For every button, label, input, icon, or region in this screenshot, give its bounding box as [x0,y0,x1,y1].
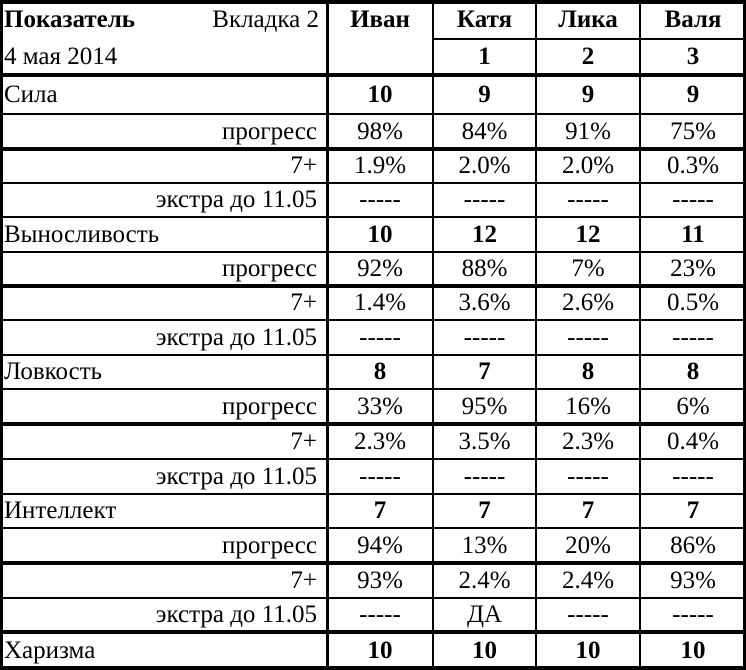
metric-label: прогресс [221,393,317,420]
table-rule [0,147,746,151]
metric-value: 98% [357,118,403,145]
metric-value: ДА [466,601,503,628]
player-number: 3 [686,43,700,70]
stat-value: 8 [581,358,595,385]
player-name: Лика [558,6,618,33]
stat-name: Харизма [4,637,96,664]
metric-value: 2.0% [561,152,615,179]
metric-label: 7+ [290,567,317,594]
table-rule [0,284,746,288]
metric-value: ----- [359,324,401,351]
stat-value: 10 [367,637,393,664]
metric-value: 93% [357,567,403,594]
player-number [327,39,433,75]
metric-value: 2.3% [561,428,615,455]
table-rule [535,0,537,670]
metric-value: ----- [567,601,609,628]
metric-label: экстра до 11.05 [155,463,317,490]
metric-value: 6% [676,393,710,420]
metric-label: 7+ [290,289,317,316]
stat-name: Интеллект [4,497,117,524]
stat-value: 7 [581,497,595,524]
metric-value: 3.6% [458,289,511,316]
table-rule [0,182,746,184]
metric-label: прогресс [221,255,317,282]
report-date: 4 мая 2014 [4,43,118,70]
stat-value: 9 [581,81,595,108]
stat-value: 12 [472,221,497,248]
metric-value: ----- [463,186,506,213]
metric-value: 20% [565,532,611,559]
table-rule [0,0,746,4]
stat-name: Выносливость [4,221,160,248]
table-rule [0,493,746,495]
table-rule [0,458,746,460]
metric-value: ----- [463,324,506,351]
table-rule [0,597,746,599]
stat-value: 7 [478,497,491,524]
table-rule [0,0,3,670]
metric-label: прогресс [221,118,317,145]
metric-value: ----- [567,324,609,351]
metric-value: 1.9% [353,152,407,179]
metric-value: 2.3% [353,428,407,455]
stat-name: Сила [4,81,58,108]
metric-label: 7+ [290,428,317,455]
table-rule [0,561,746,565]
table-rule [0,251,746,253]
stat-value: 8 [686,358,700,385]
metric-value: 93% [670,567,716,594]
table-rule [0,216,746,218]
metric-value: 0.5% [666,289,720,316]
metric-value: 3.5% [458,428,511,455]
metric-value: 94% [357,532,403,559]
stat-value: 10 [472,637,497,664]
metric-value: ----- [672,186,714,213]
metric-value: 84% [461,118,508,145]
metric-value: 33% [357,393,403,420]
stat-value: 9 [686,81,700,108]
metric-value: 23% [670,255,716,282]
metric-value: 86% [670,532,716,559]
table-rule [0,354,746,356]
metric-value: ----- [567,186,609,213]
metric-value: 13% [461,532,508,559]
metric-label: экстра до 11.05 [155,186,317,213]
metric-value: 2.4% [561,567,615,594]
player-name: Иван [350,6,410,33]
metric-value: ----- [359,601,401,628]
stat-value: 7 [478,358,491,385]
player-name: Катя [456,6,513,33]
table-rule [326,0,329,670]
stat-name: Ловкость [4,358,103,385]
stat-value: 10 [680,637,706,664]
stat-value: 7 [373,497,387,524]
tab-label: Вкладка 2 [212,6,319,33]
table-rule [433,38,746,40]
stat-value: 8 [373,358,387,385]
metric-value: 0.4% [666,428,720,455]
stat-value: 11 [681,221,705,248]
table-rule [0,666,746,670]
table-rule [0,527,746,529]
metric-value: 2.0% [458,152,511,179]
metric-label: экстра до 11.05 [155,324,317,351]
table-rule [0,630,746,634]
player-number: 2 [581,43,595,70]
metric-value: ----- [672,463,714,490]
metric-value: 91% [565,118,611,145]
metric-value: 1.4% [353,289,407,316]
stat-value: 9 [478,81,491,108]
metric-value: 2.4% [458,567,511,594]
metric-value: ----- [463,463,506,490]
stat-value: 7 [686,497,700,524]
metric-value: ----- [359,186,401,213]
metric-value: ----- [359,463,401,490]
metric-label: экстра до 11.05 [155,601,317,628]
metric-value: 95% [461,393,508,420]
metric-value: ----- [567,463,609,490]
table-rule [0,73,746,77]
metric-value: 7% [571,255,605,282]
metric-value: 0.3% [666,152,720,179]
stat-value: 12 [575,221,601,248]
player-number: 1 [478,43,491,70]
table-rule [432,0,434,670]
table-rule [0,422,746,426]
metric-label: 7+ [290,152,317,179]
metric-label: прогресс [221,532,317,559]
table-rule [0,113,746,115]
metric-value: 92% [357,255,403,282]
indicator-label: Показатель [4,6,135,33]
metric-value: ----- [672,601,714,628]
header-label-cell [0,0,327,39]
stat-value: 10 [575,637,601,664]
table-rule [0,319,746,321]
stat-value: 10 [367,81,393,108]
metric-value: 2.6% [561,289,615,316]
table-rule [639,0,641,670]
metric-value: 75% [670,118,716,145]
stat-value: 10 [367,221,393,248]
table-rule [0,388,746,390]
metric-value: 16% [565,393,611,420]
player-name: Валя [664,6,722,33]
metric-value: ----- [672,324,714,351]
metric-value: 88% [461,255,508,282]
